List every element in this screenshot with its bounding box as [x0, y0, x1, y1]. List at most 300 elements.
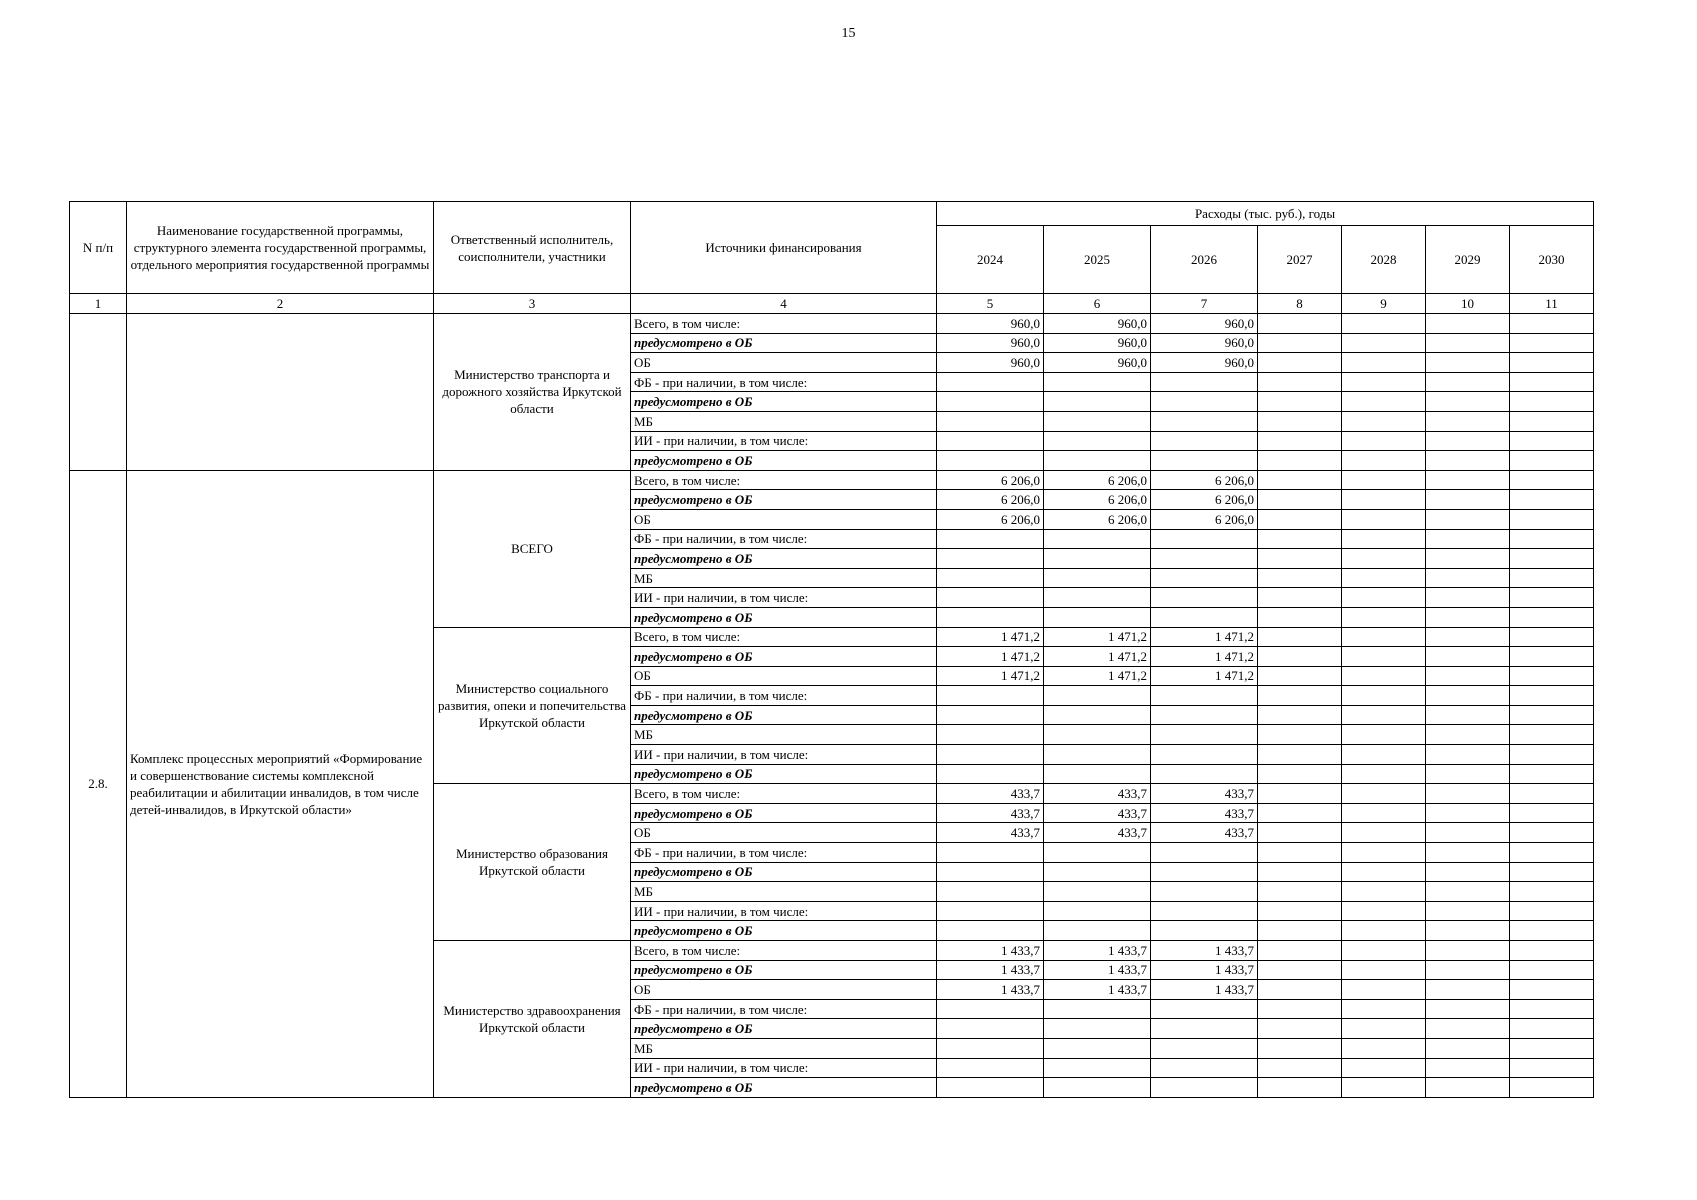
amount-2024 — [937, 705, 1044, 725]
financing-source: ИИ - при наличии, в том числе: — [631, 1058, 937, 1078]
amount-2026 — [1151, 1038, 1258, 1058]
amount-2026: 1 433,7 — [1151, 960, 1258, 980]
amount-2027 — [1258, 568, 1342, 588]
amount-2028 — [1342, 451, 1426, 471]
financing-source: предусмотрено в ОБ — [631, 647, 937, 667]
amount-2027 — [1258, 725, 1342, 745]
financing-source: предусмотрено в ОБ — [631, 862, 937, 882]
amount-2027 — [1258, 803, 1342, 823]
amount-2029 — [1426, 980, 1510, 1000]
col-number: 2 — [127, 294, 434, 314]
amount-2026: 960,0 — [1151, 314, 1258, 334]
amount-2027 — [1258, 490, 1342, 510]
amount-2029 — [1426, 1078, 1510, 1098]
amount-2030 — [1510, 372, 1594, 392]
header-expenses: Расходы (тыс. руб.), годы — [937, 202, 1594, 226]
amount-2029 — [1426, 411, 1510, 431]
amount-2029 — [1426, 705, 1510, 725]
amount-2029 — [1426, 392, 1510, 412]
amount-2025 — [1044, 607, 1151, 627]
amount-2030 — [1510, 1078, 1594, 1098]
amount-2027 — [1258, 764, 1342, 784]
header-sources: Источники финансирования — [631, 202, 937, 294]
amount-2029 — [1426, 784, 1510, 804]
amount-2027 — [1258, 333, 1342, 353]
financing-source: ОБ — [631, 509, 937, 529]
financing-source: предусмотрено в ОБ — [631, 921, 937, 941]
amount-2025: 960,0 — [1044, 314, 1151, 334]
amount-2029 — [1426, 823, 1510, 843]
amount-2025 — [1044, 392, 1151, 412]
amount-2030 — [1510, 588, 1594, 608]
financing-source: МБ — [631, 411, 937, 431]
amount-2030 — [1510, 1019, 1594, 1039]
financing-source: Всего, в том числе: — [631, 941, 937, 961]
year-2028: 2028 — [1342, 226, 1426, 294]
amount-2026: 1 471,2 — [1151, 627, 1258, 647]
amount-2024 — [937, 686, 1044, 706]
financing-source: Всего, в том числе: — [631, 784, 937, 804]
year-2030: 2030 — [1510, 226, 1594, 294]
amount-2027 — [1258, 1078, 1342, 1098]
amount-2024: 6 206,0 — [937, 470, 1044, 490]
amount-2029 — [1426, 568, 1510, 588]
financing-source: МБ — [631, 568, 937, 588]
amount-2028 — [1342, 1058, 1426, 1078]
amount-2025: 1 433,7 — [1044, 960, 1151, 980]
amount-2028 — [1342, 1019, 1426, 1039]
financing-source: предусмотрено в ОБ — [631, 392, 937, 412]
amount-2027 — [1258, 686, 1342, 706]
amount-2025: 1 471,2 — [1044, 647, 1151, 667]
amount-2028 — [1342, 666, 1426, 686]
amount-2026 — [1151, 1058, 1258, 1078]
financing-source: МБ — [631, 1038, 937, 1058]
amount-2025 — [1044, 901, 1151, 921]
amount-2024: 433,7 — [937, 803, 1044, 823]
amount-2025 — [1044, 372, 1151, 392]
amount-2030 — [1510, 333, 1594, 353]
amount-2026: 960,0 — [1151, 333, 1258, 353]
amount-2026 — [1151, 392, 1258, 412]
amount-2026 — [1151, 549, 1258, 569]
amount-2026: 960,0 — [1151, 353, 1258, 373]
amount-2025 — [1044, 764, 1151, 784]
amount-2026: 6 206,0 — [1151, 470, 1258, 490]
amount-2027 — [1258, 607, 1342, 627]
amount-2028 — [1342, 803, 1426, 823]
amount-2025: 960,0 — [1044, 333, 1151, 353]
amount-2030 — [1510, 509, 1594, 529]
financing-source: ФБ - при наличии, в том числе: — [631, 843, 937, 863]
amount-2024 — [937, 529, 1044, 549]
financing-source: предусмотрено в ОБ — [631, 764, 937, 784]
amount-2024 — [937, 451, 1044, 471]
amount-2026 — [1151, 705, 1258, 725]
amount-2028 — [1342, 490, 1426, 510]
amount-2030 — [1510, 843, 1594, 863]
amount-2026 — [1151, 725, 1258, 745]
amount-2029 — [1426, 1038, 1510, 1058]
amount-2029 — [1426, 588, 1510, 608]
amount-2028 — [1342, 314, 1426, 334]
amount-2028 — [1342, 529, 1426, 549]
amount-2024 — [937, 921, 1044, 941]
amount-2029 — [1426, 745, 1510, 765]
amount-2030 — [1510, 960, 1594, 980]
amount-2030 — [1510, 882, 1594, 902]
col-number: 4 — [631, 294, 937, 314]
amount-2025 — [1044, 999, 1151, 1019]
amount-2024 — [937, 549, 1044, 569]
financing-source: предусмотрено в ОБ — [631, 960, 937, 980]
amount-2025 — [1044, 451, 1151, 471]
amount-2029 — [1426, 764, 1510, 784]
amount-2025: 6 206,0 — [1044, 470, 1151, 490]
amount-2028 — [1342, 647, 1426, 667]
amount-2030 — [1510, 666, 1594, 686]
amount-2028 — [1342, 921, 1426, 941]
col-number: 8 — [1258, 294, 1342, 314]
amount-2029 — [1426, 666, 1510, 686]
amount-2028 — [1342, 823, 1426, 843]
amount-2027 — [1258, 431, 1342, 451]
amount-2024: 6 206,0 — [937, 490, 1044, 510]
financing-source: ИИ - при наличии, в том числе: — [631, 431, 937, 451]
amount-2027 — [1258, 921, 1342, 941]
amount-2030 — [1510, 784, 1594, 804]
amount-2024: 1 471,2 — [937, 666, 1044, 686]
amount-2027 — [1258, 509, 1342, 529]
amount-2024: 960,0 — [937, 333, 1044, 353]
amount-2024 — [937, 431, 1044, 451]
amount-2026 — [1151, 568, 1258, 588]
amount-2025 — [1044, 921, 1151, 941]
amount-2030 — [1510, 1058, 1594, 1078]
amount-2030 — [1510, 353, 1594, 373]
amount-2026: 433,7 — [1151, 823, 1258, 843]
amount-2027 — [1258, 549, 1342, 569]
amount-2025 — [1044, 1058, 1151, 1078]
amount-2027 — [1258, 1058, 1342, 1078]
amount-2029 — [1426, 647, 1510, 667]
amount-2026 — [1151, 529, 1258, 549]
amount-2028 — [1342, 941, 1426, 961]
amount-2027 — [1258, 529, 1342, 549]
amount-2030 — [1510, 627, 1594, 647]
financing-source: ОБ — [631, 353, 937, 373]
amount-2025 — [1044, 882, 1151, 902]
amount-2026 — [1151, 1019, 1258, 1039]
amount-2030 — [1510, 392, 1594, 412]
amount-2024 — [937, 764, 1044, 784]
amount-2028 — [1342, 960, 1426, 980]
amount-2027 — [1258, 823, 1342, 843]
amount-2024 — [937, 999, 1044, 1019]
amount-2024 — [937, 843, 1044, 863]
amount-2025 — [1044, 1019, 1151, 1039]
financing-source: предусмотрено в ОБ — [631, 549, 937, 569]
amount-2028 — [1342, 470, 1426, 490]
amount-2030 — [1510, 921, 1594, 941]
amount-2026 — [1151, 764, 1258, 784]
amount-2030 — [1510, 901, 1594, 921]
amount-2026: 1 471,2 — [1151, 666, 1258, 686]
amount-2024: 433,7 — [937, 823, 1044, 843]
amount-2027 — [1258, 314, 1342, 334]
amount-2027 — [1258, 588, 1342, 608]
amount-2025: 6 206,0 — [1044, 490, 1151, 510]
col-number: 10 — [1426, 294, 1510, 314]
amount-2028 — [1342, 705, 1426, 725]
financing-source: предусмотрено в ОБ — [631, 607, 937, 627]
financing-source: предусмотрено в ОБ — [631, 1078, 937, 1098]
amount-2025: 433,7 — [1044, 823, 1151, 843]
item-name: Комплекс процессных мероприятий «Формирование и совершенствование системы комплексной реабилитации и абилитации инвалидов, в том числе детей-инвалидов, в Иркутской области» — [127, 470, 434, 1097]
amount-2027 — [1258, 999, 1342, 1019]
amount-2027 — [1258, 1019, 1342, 1039]
responsible-executor: ВСЕГО — [434, 470, 631, 627]
amount-2026 — [1151, 607, 1258, 627]
year-2029: 2029 — [1426, 226, 1510, 294]
budget-table — [69, 201, 1594, 1098]
amount-2024 — [937, 745, 1044, 765]
amount-2027 — [1258, 372, 1342, 392]
amount-2025: 960,0 — [1044, 353, 1151, 373]
amount-2025 — [1044, 549, 1151, 569]
col-number: 5 — [937, 294, 1044, 314]
amount-2027 — [1258, 862, 1342, 882]
amount-2024: 433,7 — [937, 784, 1044, 804]
financing-source: ИИ - при наличии, в том числе: — [631, 745, 937, 765]
amount-2030 — [1510, 686, 1594, 706]
amount-2027 — [1258, 843, 1342, 863]
financing-source: ОБ — [631, 823, 937, 843]
amount-2024: 1 471,2 — [937, 627, 1044, 647]
amount-2030 — [1510, 764, 1594, 784]
amount-2028 — [1342, 607, 1426, 627]
amount-2028 — [1342, 745, 1426, 765]
amount-2028 — [1342, 353, 1426, 373]
row-index-empty — [70, 314, 127, 471]
year-2027: 2027 — [1258, 226, 1342, 294]
amount-2030 — [1510, 745, 1594, 765]
col-number: 6 — [1044, 294, 1151, 314]
financing-source: предусмотрено в ОБ — [631, 490, 937, 510]
amount-2025: 433,7 — [1044, 784, 1151, 804]
amount-2024 — [937, 1078, 1044, 1098]
amount-2029 — [1426, 1019, 1510, 1039]
col-number: 11 — [1510, 294, 1594, 314]
amount-2026 — [1151, 843, 1258, 863]
amount-2028 — [1342, 882, 1426, 902]
amount-2024 — [937, 882, 1044, 902]
amount-2028 — [1342, 725, 1426, 745]
amount-2026 — [1151, 431, 1258, 451]
amount-2024 — [937, 588, 1044, 608]
amount-2029 — [1426, 901, 1510, 921]
amount-2026 — [1151, 411, 1258, 431]
financing-source: предусмотрено в ОБ — [631, 705, 937, 725]
amount-2028 — [1342, 999, 1426, 1019]
amount-2029 — [1426, 353, 1510, 373]
amount-2029 — [1426, 529, 1510, 549]
amount-2024 — [937, 725, 1044, 745]
amount-2026: 1 433,7 — [1151, 980, 1258, 1000]
amount-2027 — [1258, 980, 1342, 1000]
amount-2025: 1 471,2 — [1044, 627, 1151, 647]
amount-2024: 960,0 — [937, 314, 1044, 334]
responsible-executor: Министерство образования Иркутской области — [434, 784, 631, 941]
amount-2028 — [1342, 980, 1426, 1000]
amount-2027 — [1258, 353, 1342, 373]
amount-2030 — [1510, 490, 1594, 510]
amount-2029 — [1426, 686, 1510, 706]
amount-2030 — [1510, 999, 1594, 1019]
amount-2026 — [1151, 882, 1258, 902]
financing-source: предусмотрено в ОБ — [631, 451, 937, 471]
amount-2029 — [1426, 862, 1510, 882]
amount-2024: 1 433,7 — [937, 960, 1044, 980]
amount-2026 — [1151, 999, 1258, 1019]
amount-2025 — [1044, 843, 1151, 863]
amount-2026: 433,7 — [1151, 803, 1258, 823]
amount-2029 — [1426, 803, 1510, 823]
amount-2027 — [1258, 941, 1342, 961]
amount-2027 — [1258, 627, 1342, 647]
year-2025: 2025 — [1044, 226, 1151, 294]
amount-2027 — [1258, 960, 1342, 980]
item-index: 2.8. — [70, 470, 127, 1097]
amount-2027 — [1258, 647, 1342, 667]
financing-source: ФБ - при наличии, в том числе: — [631, 999, 937, 1019]
amount-2026 — [1151, 451, 1258, 471]
amount-2029 — [1426, 843, 1510, 863]
amount-2028 — [1342, 901, 1426, 921]
amount-2028 — [1342, 862, 1426, 882]
financing-source: предусмотрено в ОБ — [631, 803, 937, 823]
amount-2027 — [1258, 784, 1342, 804]
page-number: 15 — [841, 26, 856, 41]
amount-2027 — [1258, 666, 1342, 686]
table-row — [70, 314, 1594, 334]
amount-2030 — [1510, 705, 1594, 725]
amount-2024 — [937, 901, 1044, 921]
header-name: Наименование государственной программы, структурного элемента государственной программы, отдельного мероприятия государственной программы — [127, 202, 434, 294]
amount-2030 — [1510, 823, 1594, 843]
table-row — [70, 470, 1594, 490]
amount-2025: 433,7 — [1044, 803, 1151, 823]
amount-2026: 6 206,0 — [1151, 490, 1258, 510]
amount-2024 — [937, 392, 1044, 412]
amount-2025 — [1044, 862, 1151, 882]
amount-2030 — [1510, 980, 1594, 1000]
amount-2030 — [1510, 451, 1594, 471]
amount-2027 — [1258, 470, 1342, 490]
amount-2029 — [1426, 470, 1510, 490]
financing-source: ОБ — [631, 980, 937, 1000]
amount-2026: 1 471,2 — [1151, 647, 1258, 667]
amount-2029 — [1426, 627, 1510, 647]
amount-2028 — [1342, 784, 1426, 804]
amount-2028 — [1342, 1078, 1426, 1098]
amount-2029 — [1426, 549, 1510, 569]
amount-2029 — [1426, 333, 1510, 353]
amount-2024 — [937, 1058, 1044, 1078]
amount-2029 — [1426, 1058, 1510, 1078]
amount-2024: 6 206,0 — [937, 509, 1044, 529]
amount-2028 — [1342, 686, 1426, 706]
amount-2027 — [1258, 392, 1342, 412]
amount-2026 — [1151, 921, 1258, 941]
amount-2024: 1 433,7 — [937, 980, 1044, 1000]
amount-2027 — [1258, 745, 1342, 765]
amount-2030 — [1510, 568, 1594, 588]
amount-2028 — [1342, 372, 1426, 392]
amount-2026: 6 206,0 — [1151, 509, 1258, 529]
col-number: 7 — [1151, 294, 1258, 314]
col-number: 9 — [1342, 294, 1426, 314]
amount-2027 — [1258, 705, 1342, 725]
amount-2027 — [1258, 882, 1342, 902]
amount-2030 — [1510, 725, 1594, 745]
amount-2030 — [1510, 941, 1594, 961]
financing-source: ФБ - при наличии, в том числе: — [631, 529, 937, 549]
amount-2028 — [1342, 627, 1426, 647]
amount-2024 — [937, 1019, 1044, 1039]
amount-2027 — [1258, 451, 1342, 471]
financing-source: МБ — [631, 882, 937, 902]
financing-source: Всего, в том числе: — [631, 470, 937, 490]
amount-2025 — [1044, 725, 1151, 745]
amount-2024 — [937, 862, 1044, 882]
header-responsible: Ответственный исполнитель, соисполнители, участники — [434, 202, 631, 294]
amount-2029 — [1426, 941, 1510, 961]
amount-2030 — [1510, 529, 1594, 549]
amount-2025 — [1044, 1038, 1151, 1058]
amount-2029 — [1426, 725, 1510, 745]
col-number: 1 — [70, 294, 127, 314]
amount-2028 — [1342, 411, 1426, 431]
financing-source: ОБ — [631, 666, 937, 686]
header-n: N п/п — [70, 202, 127, 294]
amount-2024: 1 471,2 — [937, 647, 1044, 667]
amount-2026 — [1151, 372, 1258, 392]
amount-2026: 433,7 — [1151, 784, 1258, 804]
amount-2026 — [1151, 901, 1258, 921]
amount-2030 — [1510, 607, 1594, 627]
amount-2028 — [1342, 509, 1426, 529]
amount-2024 — [937, 568, 1044, 588]
amount-2028 — [1342, 568, 1426, 588]
amount-2025: 1 471,2 — [1044, 666, 1151, 686]
amount-2024: 960,0 — [937, 353, 1044, 373]
amount-2026 — [1151, 862, 1258, 882]
financing-source: предусмотрено в ОБ — [631, 333, 937, 353]
amount-2025 — [1044, 411, 1151, 431]
financing-source: ИИ - при наличии, в том числе: — [631, 588, 937, 608]
amount-2030 — [1510, 431, 1594, 451]
amount-2029 — [1426, 509, 1510, 529]
amount-2024 — [937, 1038, 1044, 1058]
responsible-executor: Министерство здравоохранения Иркутской области — [434, 941, 631, 1098]
amount-2025 — [1044, 705, 1151, 725]
year-2026: 2026 — [1151, 226, 1258, 294]
amount-2028 — [1342, 588, 1426, 608]
amount-2030 — [1510, 1038, 1594, 1058]
amount-2030 — [1510, 314, 1594, 334]
amount-2028 — [1342, 333, 1426, 353]
